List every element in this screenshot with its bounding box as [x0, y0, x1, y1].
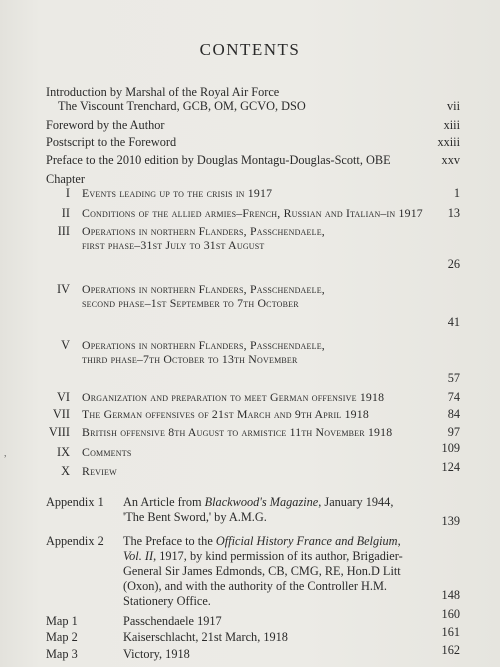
chapter-title: Operations in northern Flanders, Passchendaele, — [82, 338, 325, 352]
appendix-2-line-4: (Oxon), and with the authority of the Controller H.M. — [123, 579, 387, 593]
map-page: 160 — [441, 607, 460, 621]
chapter-number: VI — [57, 390, 70, 404]
chapter-title: Operations in northern Flanders, Passchendaele, — [82, 282, 325, 296]
map-label: Map 1 — [46, 614, 78, 628]
map-label: Map 3 — [46, 647, 78, 661]
appendix-1-line-2: 'The Bent Sword,' by A.M.G. — [123, 510, 267, 524]
chapter-number: III — [57, 224, 70, 238]
page-title: CONTENTS — [199, 40, 301, 59]
foreword-page: xiii — [443, 118, 460, 132]
chapter-title-cont: first phase–31st July to 31st August — [82, 238, 265, 252]
chapter-title: Events leading up to the crisis in 1917 — [82, 186, 273, 200]
map-title: Passchendaele 1917 — [123, 614, 222, 628]
chapter-title: Organization and preparation to meet German offensive 1918 — [82, 390, 385, 404]
preface-label: Preface to the 2010 edition by Douglas Montagu-Douglas-Scott, OBE — [46, 153, 391, 167]
appendix-1-page: 139 — [441, 514, 460, 528]
chapter-number: X — [61, 464, 70, 478]
appendix-2-page: 148 — [441, 588, 460, 602]
map-page: 161 — [441, 625, 460, 639]
map-title: Kaiserschlacht, 21st March, 1918 — [123, 630, 288, 644]
chapter-title: Operations in northern Flanders, Passchendaele, — [82, 224, 325, 238]
postscript-label: Postscript to the Foreword — [46, 135, 177, 149]
chapter-title: Comments — [82, 445, 132, 459]
appendix-2-line-1: The Preface to the Official History France and Belgium, — [123, 534, 401, 548]
chapter-page: 57 — [447, 371, 460, 385]
chapter-number: IV — [57, 282, 70, 296]
map-title: Victory, 1918 — [123, 647, 190, 661]
chapter-page: 97 — [447, 425, 460, 439]
chapter-number: VII — [52, 407, 70, 421]
intro-line-1: Introduction by Marshal of the Royal Air Force — [46, 85, 280, 99]
chapter-number: II — [61, 206, 70, 220]
chapter-page: 84 — [447, 407, 460, 421]
chapter-title: Conditions of the allied armies–French, Russian and Italian–in 1917 — [82, 206, 423, 220]
preface-page: xxv — [441, 153, 460, 167]
chapter-page: 109 — [441, 441, 460, 455]
chapter-heading: Chapter — [46, 172, 85, 186]
appendix-2-line-5: Stationery Office. — [123, 594, 211, 608]
chapter-page: 13 — [447, 206, 460, 220]
postscript-page: xxiii — [437, 135, 460, 149]
intro-line-2: The Viscount Trenchard, GCB, OM, GCVO, DSO — [58, 99, 306, 113]
appendix-1-label: Appendix 1 — [46, 495, 104, 509]
chapter-number: VIII — [48, 425, 70, 439]
chapter-title: The German offensives of 21st March and 9th April 1918 — [82, 407, 369, 421]
chapter-title-cont: third phase–7th October to 13th November — [82, 352, 298, 366]
intro-page: vii — [447, 99, 460, 113]
margin-mark: , — [4, 448, 7, 459]
appendix-2-label: Appendix 2 — [46, 534, 104, 548]
appendix-2-line-2: Vol. II, 1917, by kind permission of its author, Brigadier- — [123, 549, 403, 563]
chapter-page: 26 — [447, 257, 460, 271]
chapter-number: IX — [57, 445, 70, 459]
chapter-number: V — [61, 338, 70, 352]
chapter-title-cont: second phase–1st September to 7th October — [82, 296, 299, 310]
map-label: Map 2 — [46, 630, 78, 644]
chapter-page: 74 — [447, 390, 460, 404]
map-page: 162 — [441, 643, 460, 657]
appendix-1-line-1: An Article from Blackwood's Magazine, January 1944, — [123, 495, 394, 509]
foreword-label: Foreword by the Author — [46, 118, 165, 132]
appendix-2-line-3: General Sir James Edmonds, CB, CMG, RE, Hon.D Litt — [123, 564, 401, 578]
chapter-page: 41 — [447, 315, 460, 329]
chapter-title: Review — [82, 464, 117, 478]
chapter-title: British offensive 8th August to armistice 11th November 1918 — [82, 425, 393, 439]
chapter-number: I — [65, 186, 70, 200]
chapter-page: 1 — [453, 186, 460, 200]
chapter-page: 124 — [441, 460, 460, 474]
